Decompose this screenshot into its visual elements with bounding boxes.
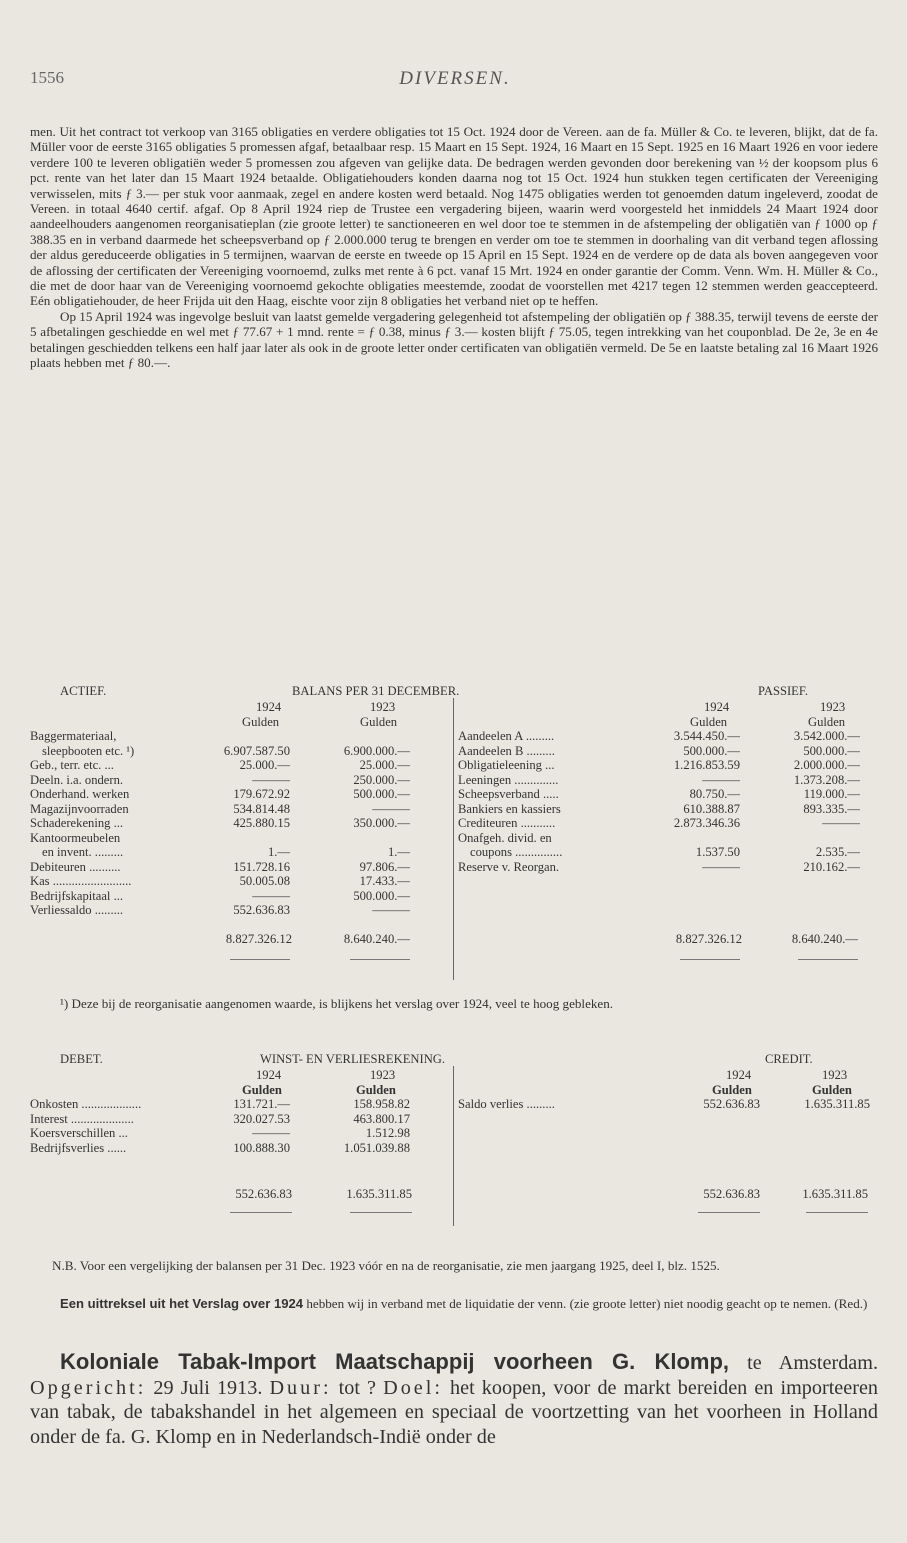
nb-text: N.B. Voor een vergelijking der balansen per 31 Dec. 1923 vóór en na de reorganisatie, zie men jaargang 1925, deel I, blz. 1525. bbox=[52, 1258, 720, 1273]
debet-heading: DEBET. bbox=[60, 1052, 103, 1066]
row-label: Interest .................... bbox=[30, 1111, 134, 1126]
profit-loss-account bbox=[30, 1052, 878, 1202]
year-label: 1923 bbox=[370, 1068, 396, 1082]
year-label: 1923 bbox=[820, 700, 846, 714]
table-row bbox=[30, 860, 878, 875]
row-value: 131.721.— bbox=[233, 1097, 290, 1111]
row-value: 500.000.— bbox=[353, 787, 410, 801]
table-row bbox=[30, 1141, 878, 1156]
row-value: ——— bbox=[372, 801, 410, 816]
row-label: Bankiers en kassiers bbox=[458, 801, 561, 816]
row-value: 425.880.15 bbox=[233, 816, 290, 830]
row-label: en invent. ......... bbox=[42, 845, 124, 859]
balance-title-row bbox=[30, 684, 878, 700]
row-value: 25.000.— bbox=[239, 758, 290, 772]
row-value: 100.888.30 bbox=[233, 1140, 290, 1155]
unit-label: Gulden bbox=[360, 714, 398, 729]
row-value: 320.027.53 bbox=[233, 1111, 290, 1126]
year-label: 1923 bbox=[370, 700, 396, 714]
table-row bbox=[30, 845, 878, 860]
pl-title: WINST- EN VERLIESREKENING. bbox=[260, 1052, 446, 1066]
row-value: 1.373.208.— bbox=[793, 772, 860, 787]
balance-total-row bbox=[30, 932, 878, 947]
row-value: 50.005.08 bbox=[239, 874, 290, 888]
row-value: 500.000.— bbox=[803, 743, 860, 758]
row-label: Onkosten ................... bbox=[30, 1097, 142, 1111]
extract-rest: hebben wij in verband met de liquidatie der venn. (zie groote letter) niet noodig geacht op te nemen. (Red.) bbox=[303, 1296, 868, 1311]
table-row bbox=[30, 802, 878, 817]
row-value: 893.335.— bbox=[803, 801, 860, 816]
row-value: ——— bbox=[252, 772, 290, 787]
balance-sheet bbox=[30, 684, 878, 946]
column-divider bbox=[453, 698, 454, 980]
row-label: Kas ......................... bbox=[30, 874, 132, 888]
extract-text bbox=[30, 1296, 878, 1311]
page-header bbox=[30, 68, 880, 98]
founded-value: 29 Juli 1913. bbox=[146, 1376, 270, 1399]
table-row bbox=[30, 889, 878, 904]
total-value: 8.827.326.12 bbox=[225, 931, 292, 946]
row-value: 2.000.000.— bbox=[793, 758, 860, 772]
row-label: Aandeelen B ......... bbox=[458, 743, 555, 758]
year-label: 1924 bbox=[726, 1068, 752, 1082]
table-row bbox=[30, 744, 878, 759]
total-value: 1.635.311.85 bbox=[346, 1187, 412, 1201]
total-value: 8.640.240.— bbox=[791, 931, 858, 946]
table-row bbox=[30, 787, 878, 802]
row-value: 552.636.83 bbox=[233, 903, 290, 917]
row-label: Deeln. i.a. ondern. bbox=[30, 772, 124, 787]
row-value: 151.728.16 bbox=[233, 859, 290, 874]
row-value: 158.958.82 bbox=[353, 1097, 410, 1111]
paragraph: men. Uit het contract tot verkoop van 3165 obligaties en verdere obligaties tot 15 Oct. 1924 door de Vereen. aan de fa. Müller & Co. te leveren, blijkt, dat de fa. Müller voor de eerste 3165 obligaties 5 promessen afgaf, betaalbaar resp. 15 Maart en 15 Sept. 1924, 16 Maart en 15 Sept. 1925 en 16 Maart 1926 en voor iedere verdere 100 te leveren obligatiën weder 5 promessen zou afgeven van gelijke data. De bedragen werden gevonden door berekening van ½ der koopsom plus 6 pct. rente van het later dan 15 Maart 1924 betaalde. Obligatiehouders konden daarna nog tot 15 Oct. 1924 hun stukken tegen certificaten der Vereeniging verwisselen, mits ƒ 3.— per stuk voor aanmaak, zegel en andere kosten werd betaald. Nog 1475 obligaties werden tot genoemden datum ingeleverd, zoodat de Vereen. in totaal 4640 certif. afgaf. Op 8 April 1924 riep de Trustee een vergadering bijeen, waarin werd voorgesteld het inmiddels 24 Maart 1924 door aandeelhouders aangenomen reorganisatieplan (zie groote letter) te sanctioneeren en wel door toe te stemmen in de afstempeling der obligatiën van ƒ 1000 op ƒ 388.35 en in verband daarmede het scheepsverband op ƒ 2.000.000 terug te brengen en verder om toe te stemmen in doorhaling van dit verband tegen aflossing der aldus gereduceerde obligaties in 5 termijnen, waarvan de eerste en tweede op 15 April en 15 Sept. 1924 en de verdere op de data als boven aangegeven voor de aflossing der certificaten der Vereeniging voornoemd, zulks met rente à 6 pct. vanaf 15 Mrt. 1924 en onder garantie der Comm. Venn. Wm. H. Müller & Co., die met de door haar van de Vereeniging voornoemd gekochte obligaties meestemde, zoodat de voorstellen met 4217 tegen 12 stemmen werden geaccepteerd. Eén obligatiehouder, de heer Frijda uit den Haag, eischte voor zijn 8 obligaties het verband niet op te heffen. bbox=[30, 124, 878, 309]
sum-rule bbox=[798, 959, 858, 960]
credit-heading: CREDIT. bbox=[765, 1052, 813, 1066]
row-value: ——— bbox=[702, 772, 740, 787]
row-label: sleepbooten etc. ¹) bbox=[42, 743, 135, 758]
balance-title: BALANS PER 31 DECEMBER. bbox=[292, 684, 460, 698]
pl-rows bbox=[30, 1097, 878, 1155]
year-label: 1924 bbox=[256, 1068, 282, 1082]
purpose-value: het koopen, voor de markt bereiden en importeeren van tabak, de tabakshandel in het algemeen en speciaal de voortzetting van het voorheen in Holland onder de fa. G. Klomp en in Nederlandsch-Indië onder de bbox=[30, 1376, 879, 1448]
row-value: 3.544.450.— bbox=[673, 729, 740, 743]
row-label: Kantoormeubelen bbox=[30, 830, 121, 845]
row-value: 552.636.83 bbox=[703, 1097, 760, 1111]
row-value: 80.750.— bbox=[689, 787, 740, 801]
row-value: 119.000.— bbox=[803, 787, 860, 801]
row-value: 17.433.— bbox=[359, 874, 410, 888]
unit-label: Gulden bbox=[356, 1082, 396, 1097]
sum-rule bbox=[698, 1212, 760, 1213]
body-text bbox=[30, 124, 878, 371]
total-value: 1.635.311.85 bbox=[802, 1187, 868, 1201]
actief-heading: ACTIEF. bbox=[60, 684, 107, 698]
row-value: 6.907.587.50 bbox=[223, 743, 290, 758]
company-name: Koloniale Tabak-Import Maatschappij voorheen G. Klomp, bbox=[60, 1349, 729, 1374]
extract-note bbox=[30, 1296, 878, 1311]
table-row bbox=[30, 831, 878, 846]
row-value: 463.800.17 bbox=[353, 1111, 410, 1126]
table-row bbox=[30, 1112, 878, 1127]
row-label: Debiteuren .......... bbox=[30, 859, 121, 874]
page-number: 1556 bbox=[30, 68, 64, 87]
row-value: 179.672.92 bbox=[233, 787, 290, 801]
pl-title-row bbox=[30, 1052, 878, 1068]
row-value: ——— bbox=[822, 816, 860, 830]
year-header-row bbox=[30, 1068, 878, 1083]
row-value: ——— bbox=[252, 888, 290, 903]
row-value: 210.162.— bbox=[803, 859, 860, 874]
duration-value: tot ? bbox=[331, 1376, 384, 1399]
paragraph: Op 15 April 1924 was ingevolge besluit van laatst gemelde vergadering gelegenheid tot afstempeling der obligatiën op ƒ 388.35, terwijl tevens de eerste der 5 afbetalingen geschiedde en wel met ƒ 77.67 + 1 mnd. rente = ƒ 0.38, minus ƒ 3.— kosten blijft ƒ 75.05, tegen intrekking van het couponblad. De 2e, 3e en 4e betalingen geschiedden telkens een half jaar later als ook in de groote letter onder certificaten van obligatiën vermeld. De 5e en laatste betaling zal 16 Maart 1926 plaats hebben met ƒ 80.—. bbox=[30, 308, 878, 371]
row-label: Scheepsverband ..... bbox=[458, 787, 559, 801]
row-value: 1.537.50 bbox=[695, 845, 740, 859]
row-value: 1.— bbox=[387, 845, 410, 859]
unit-label: Gulden bbox=[242, 714, 280, 729]
total-value: 552.636.83 bbox=[235, 1187, 292, 1201]
row-label: Magazijnvoorraden bbox=[30, 801, 129, 816]
sum-rule bbox=[230, 959, 290, 960]
running-title: DIVERSEN. bbox=[399, 68, 511, 89]
unit-label: Gulden bbox=[812, 1082, 852, 1097]
table-row bbox=[30, 1097, 878, 1112]
row-value: 25.000.— bbox=[359, 758, 410, 772]
total-value: 8.827.326.12 bbox=[675, 931, 742, 946]
row-value: 1.216.853.59 bbox=[673, 758, 740, 772]
row-label: Reserve v. Reorgan. bbox=[458, 859, 560, 874]
nb-note bbox=[30, 1258, 878, 1273]
row-label: Verliessaldo ......... bbox=[30, 903, 124, 917]
row-value: 500.000.— bbox=[683, 743, 740, 758]
row-value: 610.388.87 bbox=[683, 801, 740, 816]
unit-header-row bbox=[30, 715, 878, 730]
row-value: 97.806.— bbox=[359, 859, 410, 874]
row-value: 3.542.000.— bbox=[793, 729, 860, 743]
passief-heading: PASSIEF. bbox=[758, 684, 808, 698]
row-value: ——— bbox=[372, 903, 410, 917]
table-row bbox=[30, 874, 878, 889]
founded-label: Opgericht: bbox=[30, 1376, 147, 1399]
table-row bbox=[30, 773, 878, 788]
row-label: Schaderekening ... bbox=[30, 816, 124, 830]
table-row bbox=[30, 816, 878, 831]
extract-bold: Een uittreksel uit het Verslag over 1924 bbox=[60, 1296, 304, 1311]
table-row bbox=[30, 1126, 878, 1141]
row-label: Saldo verlies ......... bbox=[458, 1097, 555, 1111]
year-label: 1924 bbox=[704, 700, 730, 714]
row-label: Bedrijfsverlies ...... bbox=[30, 1140, 127, 1155]
column-divider bbox=[453, 1066, 454, 1226]
row-value: 6.900.000.— bbox=[343, 743, 410, 758]
row-value: 2.873.346.36 bbox=[673, 816, 740, 830]
row-label: Bedrijfskapitaal ... bbox=[30, 888, 124, 903]
unit-label: Gulden bbox=[808, 714, 846, 729]
year-label: 1923 bbox=[822, 1068, 848, 1082]
table-row bbox=[30, 903, 878, 918]
row-label: Crediteuren ........... bbox=[458, 816, 556, 830]
total-value: 8.640.240.— bbox=[343, 931, 410, 946]
year-header-row bbox=[30, 700, 878, 715]
row-value: ——— bbox=[702, 859, 740, 874]
duration-label: Duur: bbox=[269, 1376, 332, 1399]
sum-rule bbox=[230, 1212, 292, 1213]
row-label: Onafgeh. divid. en bbox=[458, 830, 552, 845]
row-value: 1.— bbox=[267, 845, 290, 859]
row-label: Baggermateriaal, bbox=[30, 729, 117, 743]
pl-total-row bbox=[30, 1187, 878, 1202]
unit-label: Gulden bbox=[690, 714, 728, 729]
row-label: Aandeelen A ......... bbox=[458, 729, 555, 743]
row-value: 1.635.311.85 bbox=[804, 1097, 870, 1111]
row-label: coupons ............... bbox=[470, 845, 563, 859]
row-label: Koersverschillen ... bbox=[30, 1126, 128, 1140]
table-row bbox=[30, 758, 878, 773]
footnote-text: ¹) Deze bij de reorganisatie aangenomen waarde, is blijkens het verslag over 1924, veel te hoog gebleken. bbox=[60, 996, 614, 1011]
sum-rule bbox=[350, 959, 410, 960]
company-text bbox=[30, 1350, 878, 1449]
sum-rule bbox=[806, 1212, 868, 1213]
balance-rows bbox=[30, 729, 878, 918]
unit-label: Gulden bbox=[242, 1082, 282, 1097]
row-label: Onderhand. werken bbox=[30, 787, 130, 801]
row-label: Leeningen .............. bbox=[458, 772, 559, 787]
row-value: 2.535.— bbox=[815, 845, 860, 859]
total-value: 552.636.83 bbox=[703, 1187, 760, 1201]
table-row bbox=[30, 729, 878, 744]
row-value: 500.000.— bbox=[353, 888, 410, 903]
unit-label: Gulden bbox=[712, 1082, 752, 1097]
row-label: Obligatieleening ... bbox=[458, 758, 555, 772]
row-value: 350.000.— bbox=[353, 816, 410, 830]
row-label: Geb., terr. etc. ... bbox=[30, 758, 114, 772]
sum-rule bbox=[680, 959, 740, 960]
row-value: 250.000.— bbox=[353, 772, 410, 787]
year-label: 1924 bbox=[256, 700, 282, 714]
company-location: te Amsterdam. bbox=[729, 1352, 878, 1374]
purpose-label: Doel: bbox=[383, 1376, 443, 1399]
sum-rule bbox=[350, 1212, 412, 1213]
row-value: 1.512.98 bbox=[365, 1126, 410, 1140]
row-value: ——— bbox=[252, 1126, 290, 1140]
company-entry bbox=[30, 1350, 878, 1449]
balance-footnote bbox=[30, 996, 878, 1011]
unit-header-row bbox=[30, 1083, 878, 1098]
row-value: 1.051.039.88 bbox=[343, 1140, 410, 1155]
row-value: 534.814.48 bbox=[233, 801, 290, 816]
